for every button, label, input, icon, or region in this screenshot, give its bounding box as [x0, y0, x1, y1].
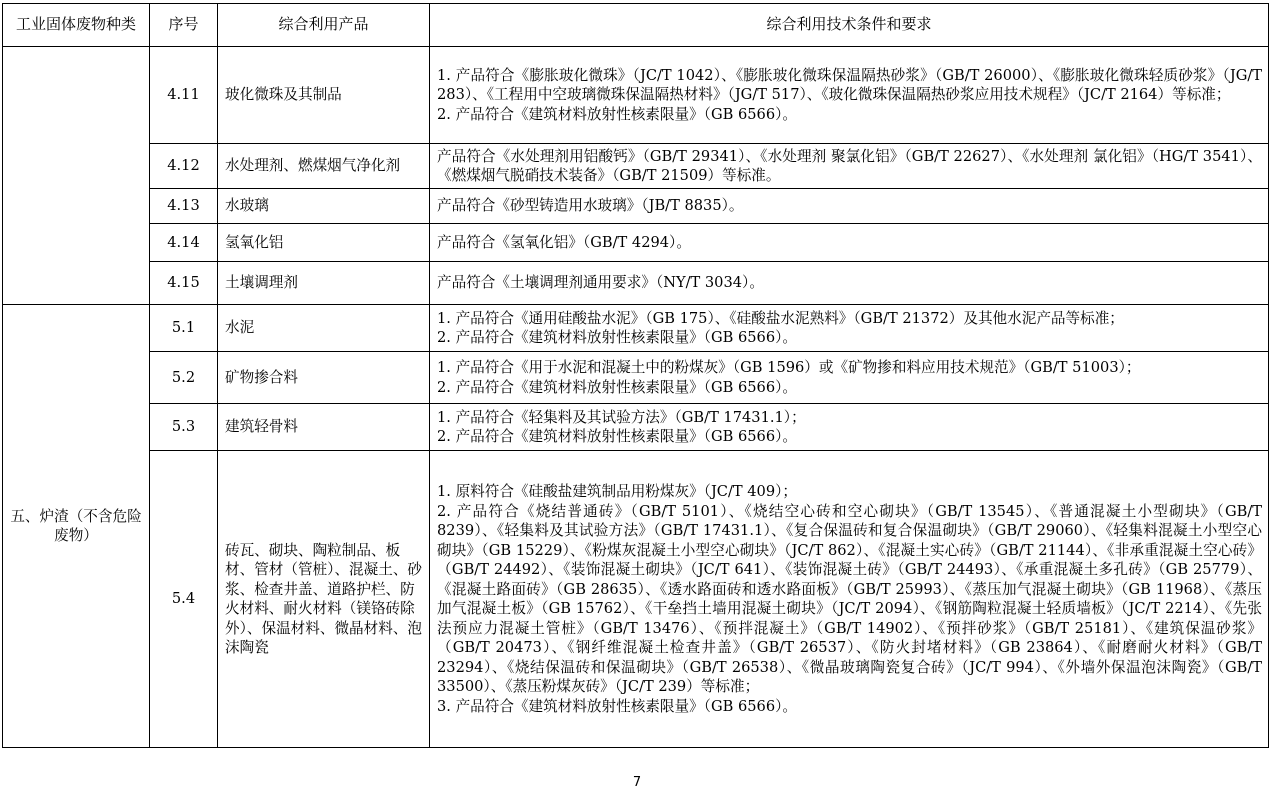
table-row [3, 144, 1269, 189]
header-requirement: 综合利用技术条件和要求 [430, 4, 1269, 47]
requirement-cell [430, 144, 1269, 189]
requirement-line: 产品符合《水处理剂用铝酸钙》（GB/T 29341）、《水处理剂 聚氯化铝》（GB/T 22627）、《水处理剂 氯化铝》（HG/T 3541）、《燃煤烟气脱硝技术装备》（GB/T 21509）等标准。 [437, 147, 1262, 184]
header-category: 工业固体废物种类 [3, 4, 150, 47]
requirement-cell [430, 352, 1269, 404]
product-cell: 水泥 [218, 305, 430, 352]
table-row [3, 262, 1269, 305]
requirement-line: 2. 产品符合《建筑材料放射性核素限量》（GB 6566）。 [437, 378, 798, 396]
table-row [3, 451, 1269, 748]
product-cell: 氢氧化铝 [218, 224, 430, 262]
row-number: 4.15 [150, 262, 218, 305]
row-number: 4.13 [150, 189, 218, 224]
requirement-line: 2. 产品符合《建筑材料放射性核素限量》（GB 6566）。 [437, 329, 798, 346]
product-cell: 水处理剂、燃煤烟气净化剂 [218, 144, 430, 189]
product-cell: 砖瓦、砌块、陶粒制品、板材、管材（管桩）、混凝土、砂浆、检查井盖、道路护栏、防火材料、耐火材料（镁铬砖除外）、保温材料、微晶材料、泡沫陶瓷 [218, 451, 430, 748]
product-cell: 水玻璃 [218, 189, 430, 224]
product-cell: 玻化微珠及其制品 [218, 47, 430, 144]
requirement-cell [430, 224, 1269, 262]
requirement-line: 产品符合《砂型铸造用水玻璃》（JB/T 8835）。 [437, 197, 744, 215]
product-cell: 矿物掺合料 [218, 352, 430, 404]
requirement-line: 3. 产品符合《建筑材料放射性核素限量》（GB 6566）。 [437, 697, 798, 715]
table-row [3, 305, 1269, 352]
row-number: 5.2 [150, 352, 218, 404]
product-cell: 土壤调理剂 [218, 262, 430, 305]
table-row [3, 404, 1269, 451]
requirement-cell [430, 451, 1269, 748]
row-number: 5.1 [150, 305, 218, 352]
requirement-line: 2. 产品符合《建筑材料放射性核素限量》（GB 6566）。 [437, 105, 798, 123]
standards-table [2, 3, 1269, 748]
row-number: 4.12 [150, 144, 218, 189]
requirement-cell [430, 404, 1269, 451]
category-cell: 五、炉渣（不含危险废物） [3, 305, 150, 748]
row-number: 4.11 [150, 47, 218, 144]
table-row [3, 47, 1269, 144]
row-number: 5.3 [150, 404, 218, 451]
requirement-cell [430, 305, 1269, 352]
requirement-line: 2. 产品符合《建筑材料放射性核素限量》（GB 6566）。 [437, 428, 798, 445]
requirement-line: 产品符合《氢氧化铝》（GB/T 4294）。 [437, 233, 691, 251]
requirement-cell [430, 189, 1269, 224]
requirement-line: 2. 产品符合《烧结普通砖》（GB/T 5101）、《烧结空心砖和空心砌块》（GB/T 13545）、《普通混凝土小型砌块》（GB/T 8239）、《轻集料及其试验方法》（GB/T 17431.1）、《复合保温砖和复合保温砌块》（GB/T 29060）、《轻集料混凝土小型空心砌块》（GB 15229）、《粉煤灰混凝土小型空心砌块》（JC/T 862）、《混凝土实心砖》（GB/T 21144）、《非承重混凝土空心砖》（GB/T 24492）、《装饰混凝土砌块》（JC/T 641）、《装饰混凝土砖》（GB/T 24493）、《承重混凝土多孔砖》（GB 25779）、《混凝土路面砖》（GB 28635）、《透水路面砖和透水路面板》（GB/T 25993）、《蒸压加气混凝土砌块》（GB 11968）、《蒸压加气混凝土板》（GB 15762）、《干垒挡土墙用混凝土砌块》（JC/T 2094）、《钢筋陶粒混凝土轻质墙板》（JC/T 2214）、《先张法预应力混凝土管桩》（GB/T 13476）、《预拌混凝土》（GB/T 14902）、《预拌砂浆》（GB/T 25181）、《建筑保温砂浆》（GB/T 20473）、《钢纤维混凝土检查井盖》（GB/T 26537）、《防火封堵材料》（GB 23864）、《耐磨耐火材料》（GB/T 23294）、《烧结保温砖和保温砌块》（GB/T 26538）、《微晶玻璃陶瓷复合砖》（JC/T 994）、《外墙外保温泡沫陶瓷》（GB/T 33500）、《蒸压粉煤灰砖》（JC/T 239）等标准； [437, 502, 1262, 695]
table-row [3, 189, 1269, 224]
row-number: 4.14 [150, 224, 218, 262]
row-number: 5.4 [150, 451, 218, 748]
requirement-line: 1. 产品符合《轻集料及其试验方法》（GB/T 17431.1）； [437, 408, 806, 426]
requirement-cell [430, 47, 1269, 144]
requirement-cell [430, 262, 1269, 305]
category-cell-continued [3, 47, 150, 305]
product-cell: 建筑轻骨料 [218, 404, 430, 451]
header-product: 综合利用产品 [218, 4, 430, 47]
table-header-row [3, 4, 1269, 47]
page-number: 7 [632, 775, 642, 790]
header-number: 序号 [150, 4, 218, 47]
requirement-line: 1. 原料符合《硅酸盐建筑制品用粉煤灰》（JC/T 409）； [437, 483, 798, 500]
requirement-line: 1. 产品符合《通用硅酸盐水泥》（GB 175）、《硅酸盐水泥熟料》（GB/T 21372）及其他水泥产品等标准； [437, 309, 1124, 327]
table-row [3, 224, 1269, 262]
requirement-line: 产品符合《土壤调理剂通用要求》（NY/T 3034）。 [437, 274, 764, 292]
table-row [3, 352, 1269, 404]
requirement-line: 1. 产品符合《用于水泥和混凝土中的粉煤灰》（GB 1596）或《矿物掺和料应用技术规范》（GB/T 51003）； [437, 359, 1141, 376]
requirement-line: 1. 产品符合《膨胀玻化微珠》（JC/T 1042）、《膨胀玻化微珠保温隔热砂浆》（GB/T 26000）、《膨胀玻化微珠轻质砂浆》（JG/T 283）、《工程用中空玻璃微珠保温隔热材料》（JG/T 517）、《玻化微珠保温隔热砂浆应用技术规程》（JC/T 2164）等标准； [437, 66, 1262, 104]
